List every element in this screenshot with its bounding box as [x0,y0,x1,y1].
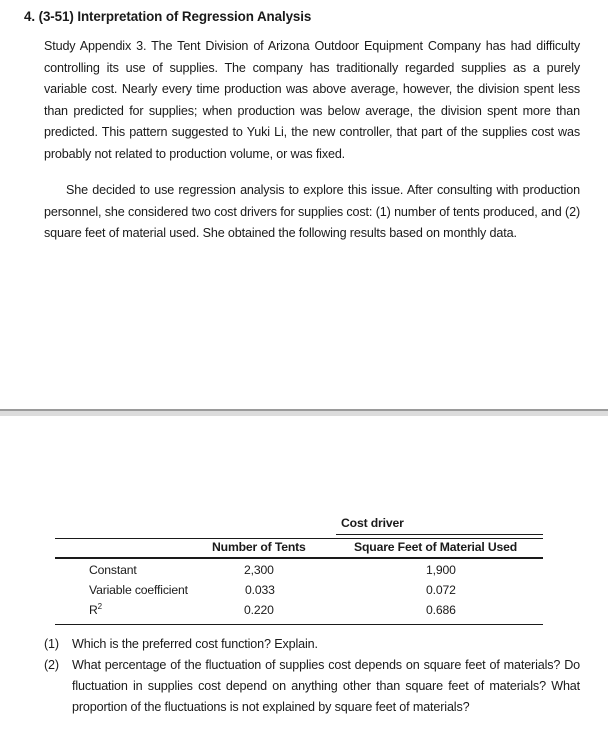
cell-constant-tents: 2,300 [244,563,274,577]
question-text: What percentage of the fluctuation of supplies cost depends on square feet of materials? Do fluctuation in supplies cost depend on anything other than square feet of materials? What proportion of the fluctuations is not explained by square feet of materials? [72,658,580,714]
table-bottom-rule [55,624,543,625]
col-header-number-of-tents: Number of Tents [212,540,306,554]
question-number: (1) [44,637,59,651]
cell-r-squared-tents: 0.220 [244,603,274,617]
cell-variable-tents: 0.033 [245,583,275,597]
table-header-rule [55,557,543,559]
problem-paragraph-2: She decided to use regression analysis to explore this issue. After consulting with production personnel, she considered two cost drivers for supplies cost: (1) number of tents produced, and (2) square feet of material used. She obtained the following results based on monthly data. [44,183,580,240]
question-2 [44,655,580,718]
question-text: Which is the preferred cost function? Explain. [72,637,318,651]
cell-r-squared-sqft: 0.686 [426,603,456,617]
question-1 [44,634,580,655]
row-label-constant: Constant [89,563,137,577]
table-top-rule [55,538,543,539]
cell-variable-sqft: 0.072 [426,583,456,597]
problem-heading: 4. (3-51) Interpretation of Regression Analysis [24,9,312,24]
question-number: (2) [44,658,59,672]
cost-driver-underline [336,534,543,535]
row-label-variable-coefficient: Variable coefficient [89,583,188,597]
cost-driver-group-header: Cost driver [341,516,404,530]
row-label-r-squared: $R^2$ [89,601,102,617]
problem-paragraph-1: Study Appendix 3. The Tent Division of Arizona Outdoor Equipment Company has had difficulty controlling its use of supplies. The company has traditionally regarded supplies as a purely variable cost. Nearly every time production was above average, however, the division spent less than predicted for supplies; when production was below average, the division spent more than predicted. This pattern suggested to Yuki Li, the new controller, that part of the supplies cost was probably not related to production volume, or was fixed. [44,39,580,161]
cell-constant-sqft: 1,900 [426,563,456,577]
col-header-square-feet: Square Feet of Material Used [354,540,518,554]
